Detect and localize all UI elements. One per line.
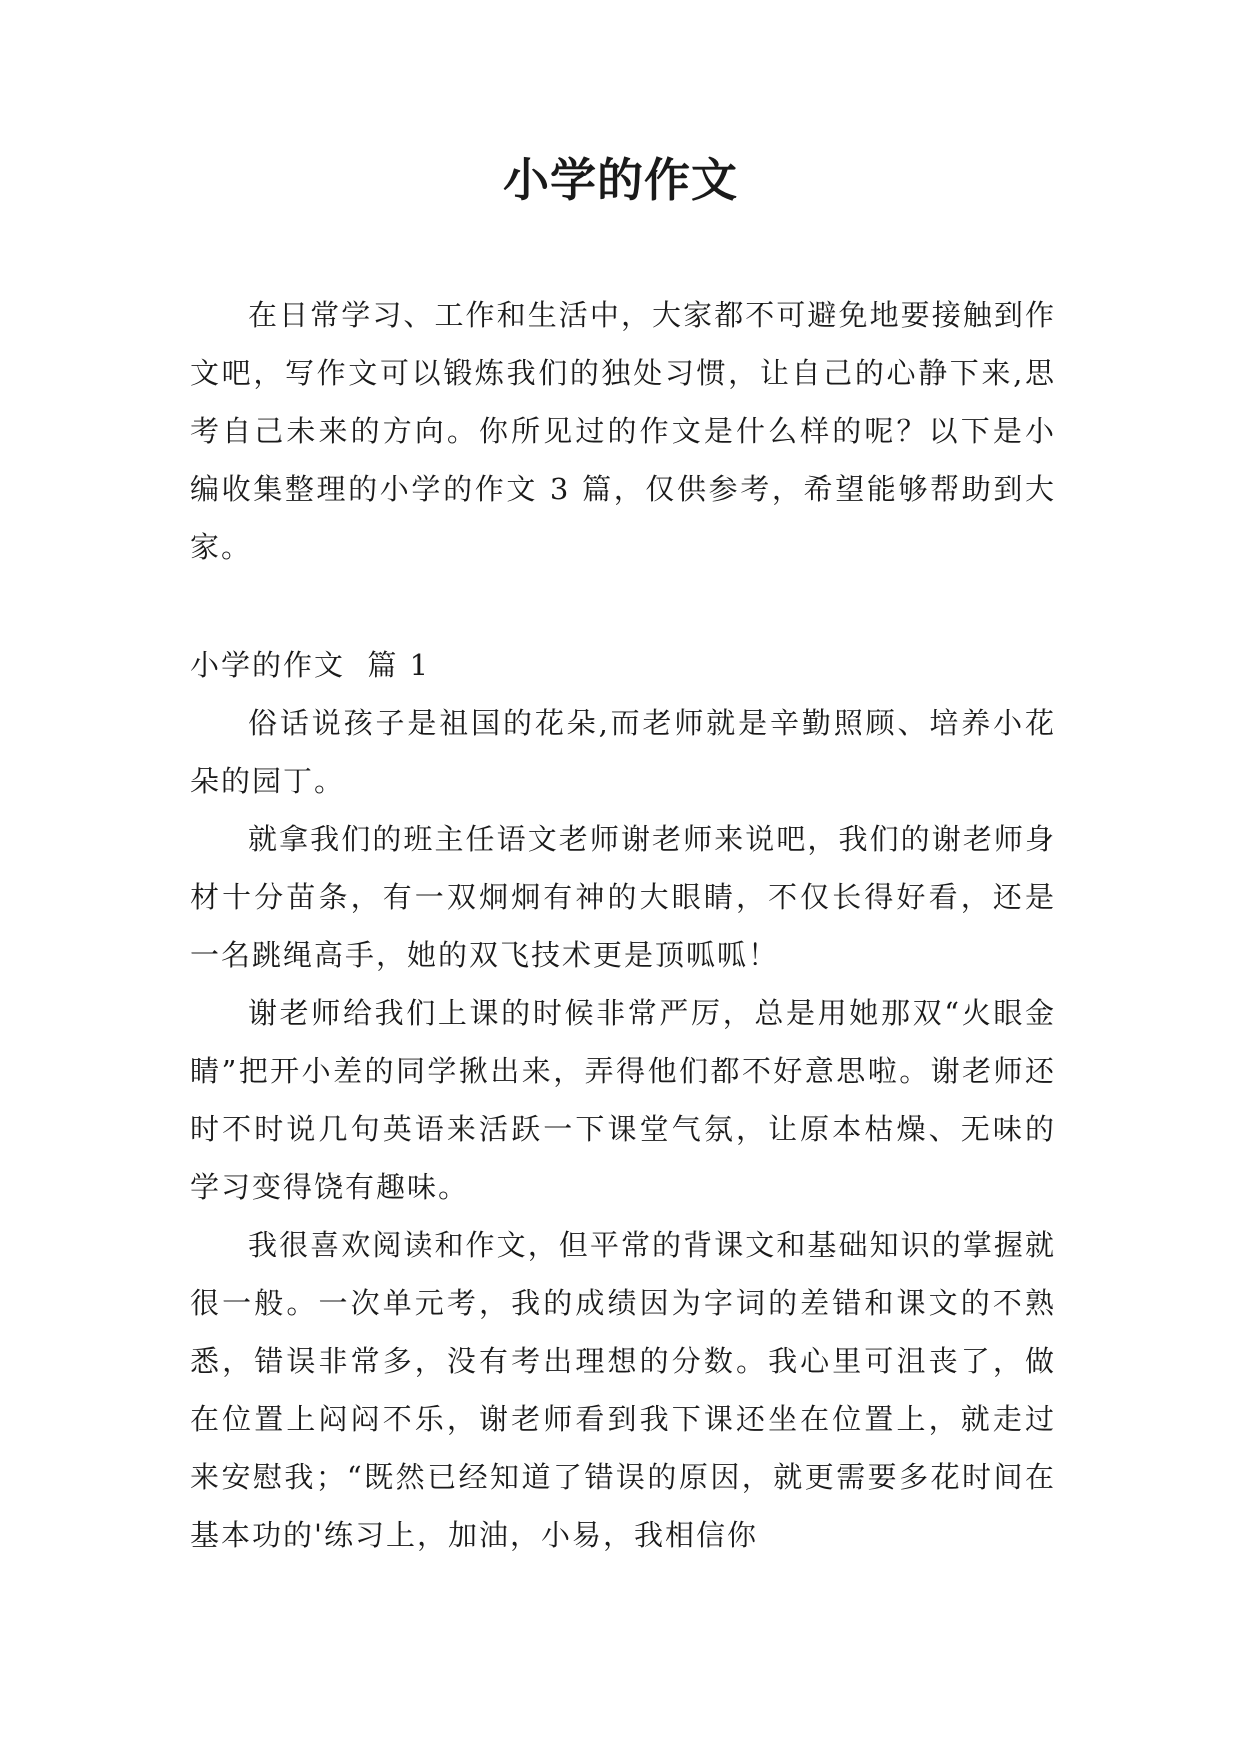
essay-paragraph: 就拿我们的班主任语文老师谢老师来说吧，我们的谢老师身材十分苗条，有一双炯炯有神的大眼睛，不仅长得好看，还是一名跳绳高手，她的双飞技术更是顶呱呱！ [190,822,1056,972]
intro-paragraph: 在日常学习、工作和生活中，大家都不可避免地要接触到作文吧，写作文可以锻炼我们的独处习惯，让自己的心静下来,思考自己未来的方向。你所见过的作文是什么样的呢？以下是小编收集整理的小学的作文 3 篇，仅供参考，希望能够帮助到大家。 [190,298,1056,564]
essay-paragraph: 俗话说孩子是祖国的花朵,而老师就是辛勤照顾、培养小花朵的园丁。 [190,706,1056,798]
intro-section [190,286,1056,576]
document-title: 小学的作文 [503,153,738,207]
essay-paragraph: 谢老师给我们上课的时候非常严厉，总是用她那双“火眼金睛”把开小差的同学揪出来，弄得他们都不好意思啦。谢老师还时不时说几句英语来活跃一下课堂气氛，让原本枯燥、无味的学习变得饶有趣味。 [190,996,1056,1204]
essay-paragraph: 我很喜欢阅读和作文，但平常的背课文和基础知识的掌握就很一般。一次单元考，我的成绩因为字词的差错和课文的不熟悉，错误非常多，没有考出理想的分数。我心里可沮丧了，做在位置上闷闷不乐，谢老师看到我下课还坐在位置上，就走过来安慰我；“既然已经知道了错误的原因，就更需要多花时间在基本功的'练习上，加油，小易，我相信你 [190,1228,1056,1552]
section-heading: 小学的作文 篇 1 [190,648,431,682]
essay-section [190,636,1056,1564]
